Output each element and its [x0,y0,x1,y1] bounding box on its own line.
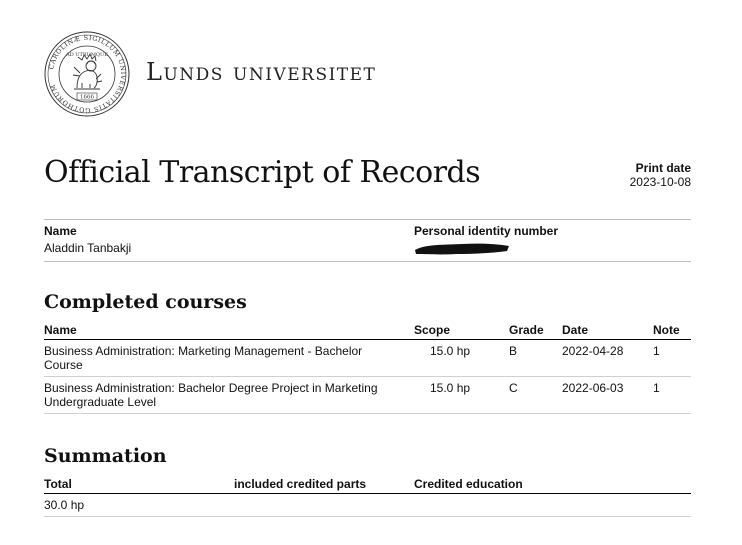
course-note: 1 [653,377,691,414]
divider [44,261,691,262]
col-header-date: Date [562,323,653,340]
table-header-row [44,323,691,340]
col-header-grade: Grade [509,323,562,340]
course-grade: B [509,340,562,377]
col-header-scope: Scope [414,323,509,340]
table-row [44,340,691,377]
summation-total: 30.0 hp [44,494,234,517]
completed-courses-title: Completed courses [44,291,247,313]
print-date-label: Print date [635,161,691,175]
table-row [44,377,691,414]
seal-year: 1666 [80,94,94,101]
col-header-included-credited: included credited parts [234,477,414,494]
university-seal-icon [44,31,130,117]
student-name-value: Aladdin Tanbakji [44,241,132,255]
course-name: Business Administration: Marketing Management - Bachelor Course [44,340,414,377]
course-date: 2022-04-28 [562,340,653,377]
course-scope: 15.0 hp [414,377,509,414]
course-note: 1 [653,340,691,377]
col-header-total: Total [44,477,234,494]
print-date-block [630,161,691,189]
col-header-name: Name [44,323,414,340]
course-scope: 15.0 hp [414,340,509,377]
col-header-note: Note [653,323,691,340]
table-row [44,494,691,517]
print-date-value: 2023-10-08 [629,175,691,189]
completed-courses-table [44,323,691,414]
student-name-label: Name [44,224,77,238]
summation-included-credited [234,494,414,517]
seal-outer-text: CAROLINÆ SIGILLUM UNIVERSITATIS GOTHORUM [47,33,128,115]
divider [44,219,691,220]
seal-inner-text: AD UTRUMQUE [66,52,108,58]
document-title: Official Transcript of Records [44,155,481,190]
personal-id-label: Personal identity number [414,224,559,238]
summation-table [44,477,691,517]
course-grade: C [509,377,562,414]
university-name: Lunds universitet [146,58,377,86]
redacted-personal-id [414,239,510,257]
table-header-row [44,477,691,494]
course-date: 2022-06-03 [562,377,653,414]
summation-title: Summation [44,445,167,467]
course-name: Business Administration: Bachelor Degree Project in Marketing Undergraduate Level [44,377,414,414]
summation-credited-education [414,494,691,517]
col-header-credited-education: Credited education [414,477,691,494]
